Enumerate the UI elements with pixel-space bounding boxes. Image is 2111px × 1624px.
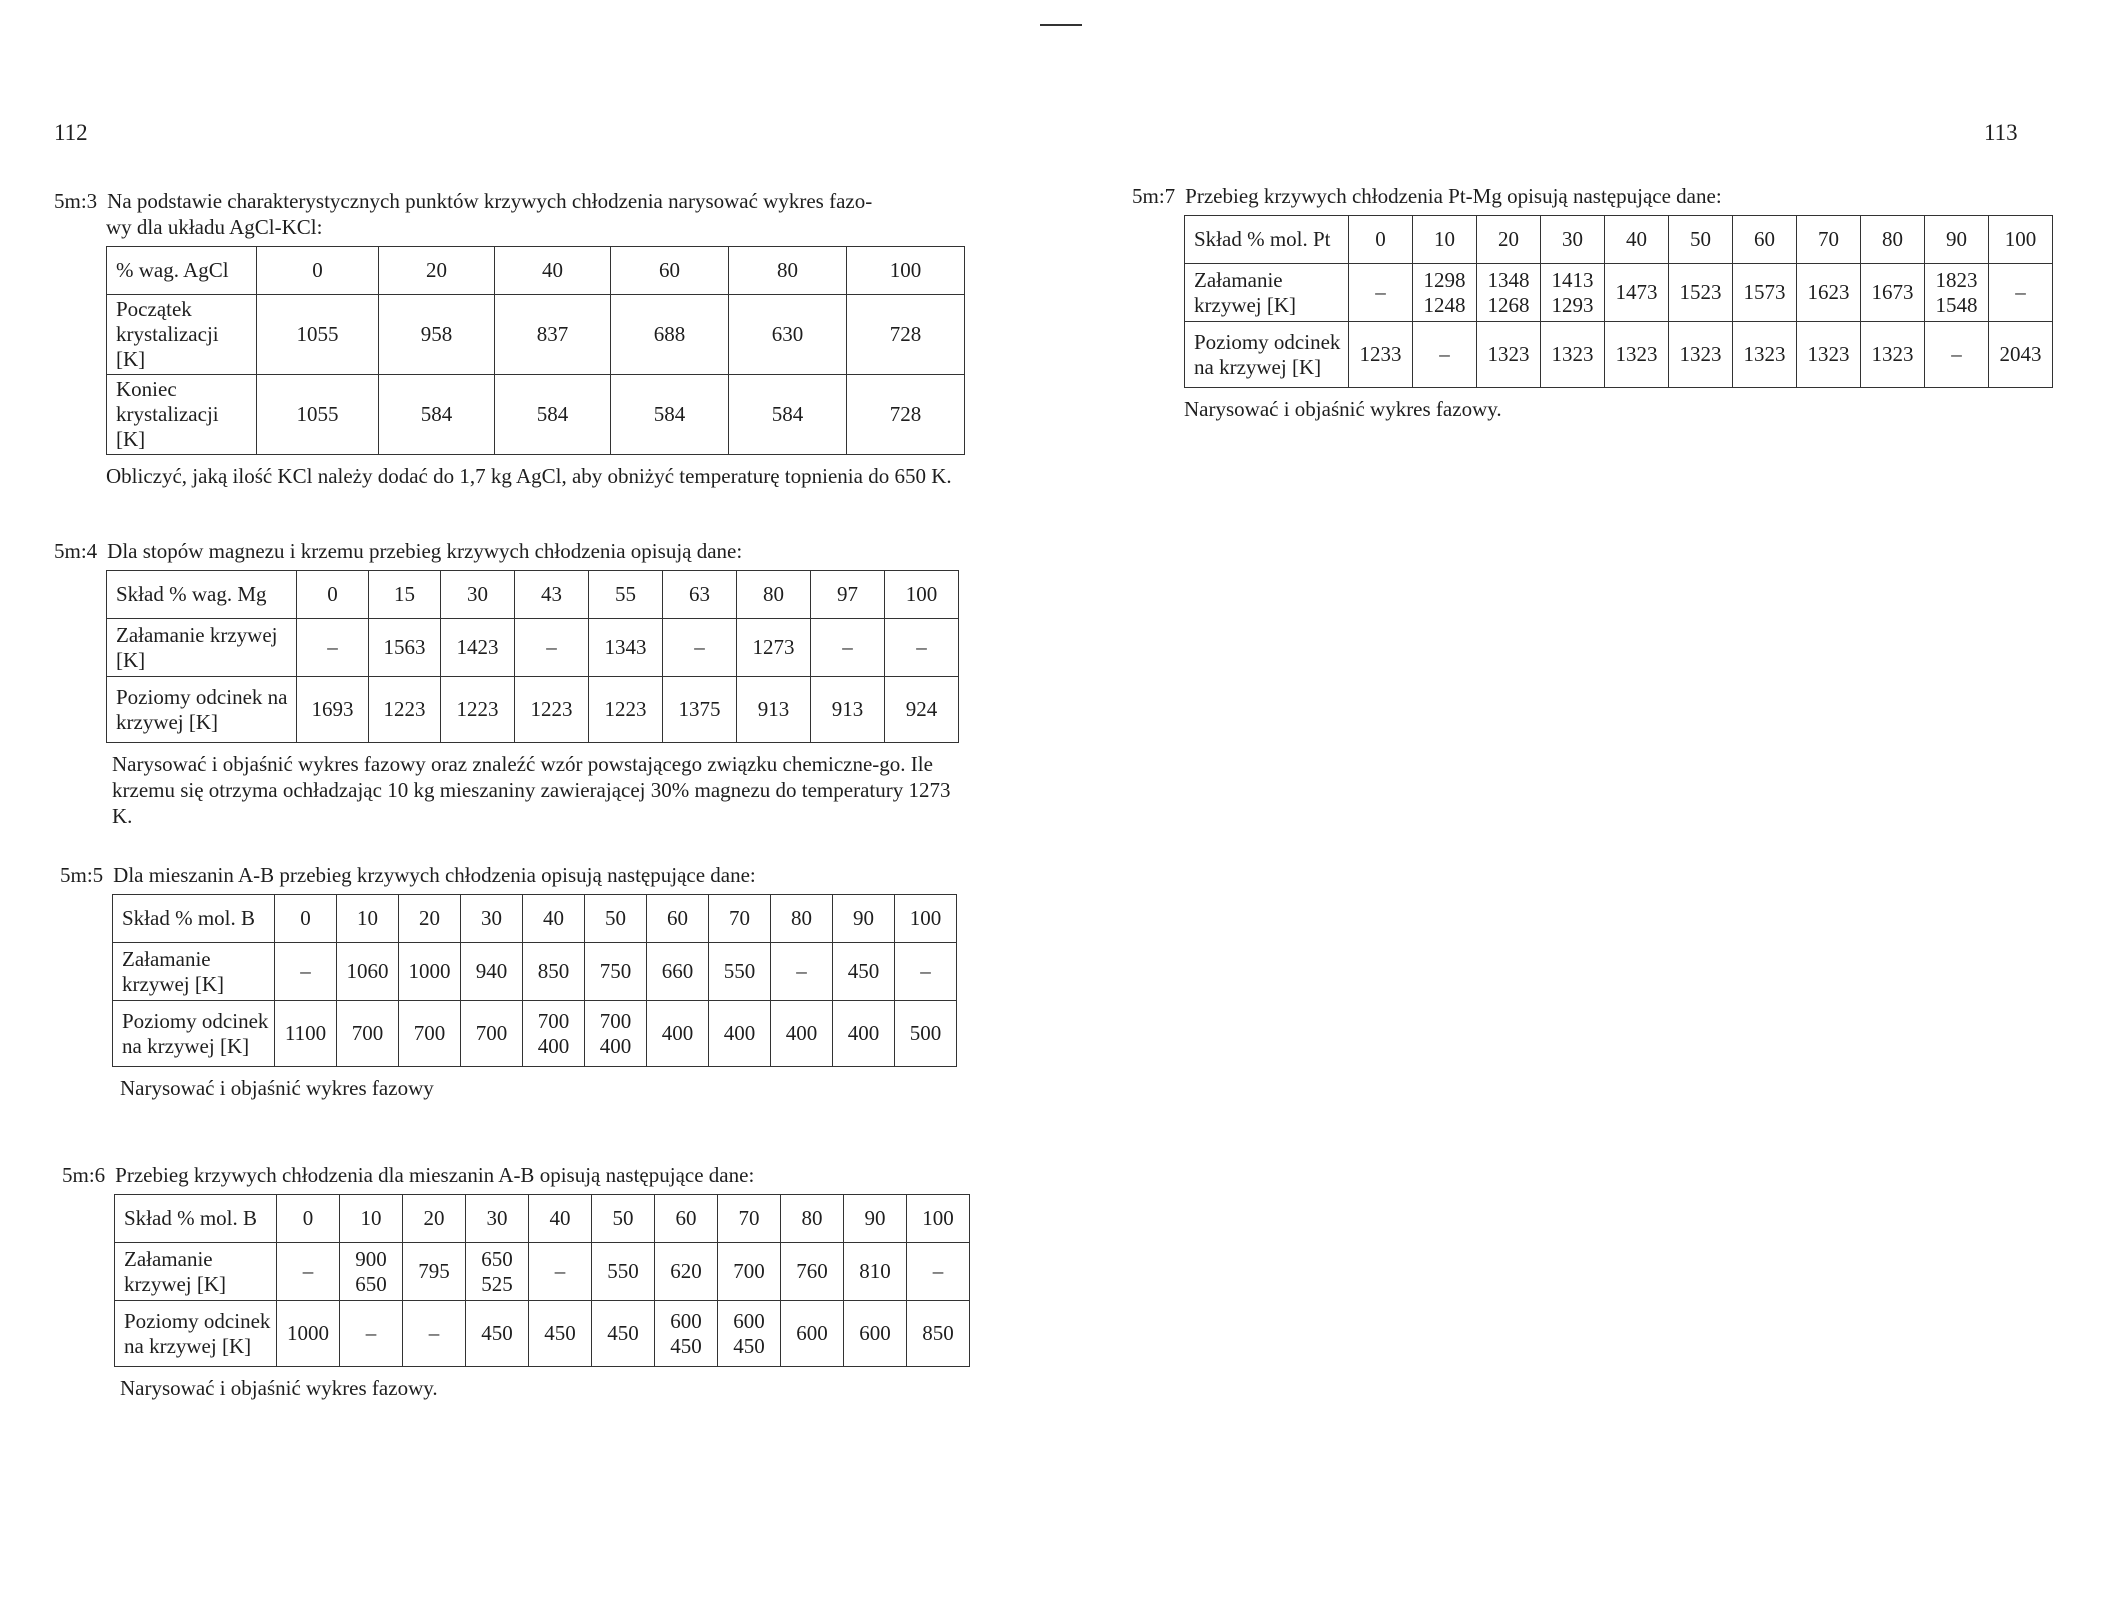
table-cell: 1323 [1797,322,1861,388]
page-number-left: 112 [54,120,88,145]
table-header-row [113,895,957,943]
table-cell: 700 400 [585,1001,647,1067]
table-cell: 50 [585,895,647,943]
table-row [1185,322,2053,388]
table-cell: 100 [907,1195,970,1243]
table-cell: 40 [529,1195,592,1243]
table-cell: 0 [1349,216,1413,264]
table-cell: 1223 [515,677,589,743]
table-cell: 1673 [1861,264,1925,322]
table-cell: – [885,619,959,677]
problem-text: Przebieg krzywych chłodzenia Pt-Mg opisują następujące dane: [1185,184,1722,208]
table-cell: – [663,619,737,677]
table-cell: 60 [611,247,729,295]
table-cell: 700 [461,1001,523,1067]
table-cell: 10 [1413,216,1477,264]
table-cell: 1323 [1861,322,1925,388]
table-cell: 90 [844,1195,907,1243]
table-cell: – [275,943,337,1001]
table-cell: 1343 [589,619,663,677]
table-cell: 584 [495,375,611,455]
table-cell: 913 [811,677,885,743]
table-cell: 584 [379,375,495,455]
table-cell: 1323 [1541,322,1605,388]
table-cell: 0 [257,247,379,295]
left-page [0,0,1000,1624]
problem-text: Na podstawie charakterystycznych punktów krzywych chłodzenia narysować wykres fazo- [107,189,873,213]
scan-mark [1040,24,1082,26]
table-header-row [1185,216,2053,264]
problem-text-cont: wy dla układu AgCl-KCl: [106,215,323,239]
table-cell: 70 [718,1195,781,1243]
table-cell: 100 [895,895,957,943]
table-cell: 600 [844,1301,907,1367]
table-cell: 20 [399,895,461,943]
table-cell: 913 [737,677,811,743]
table-cell: 0 [277,1195,340,1243]
table-cell: 450 [529,1301,592,1367]
table-cell: 97 [811,571,885,619]
problem-5m6 [62,1162,982,1401]
data-table [106,570,959,743]
data-table [1184,215,2053,388]
table-cell: 1233 [1349,322,1413,388]
table-cell: – [403,1301,466,1367]
table-cell: 550 [592,1243,655,1301]
table-cell: 100 [847,247,965,295]
table-cell: 810 [844,1243,907,1301]
table-cell: 20 [403,1195,466,1243]
table-cell: 1000 [399,943,461,1001]
table-cell: 550 [709,943,771,1001]
table-row [107,295,965,375]
table-cell: 760 [781,1243,844,1301]
problem-note: Narysować i objaśnić wykres fazowy [120,1076,434,1100]
table-cell: 1823 1548 [1925,264,1989,322]
table-cell: 70 [709,895,771,943]
table-cell: 50 [592,1195,655,1243]
table-cell: 0 [297,571,369,619]
table-cell: 0 [275,895,337,943]
table-cell: 450 [833,943,895,1001]
table-cell: 728 [847,375,965,455]
table-cell: 500 [895,1001,957,1067]
problem-5m5 [60,862,980,1101]
table-cell: 30 [441,571,515,619]
table-cell: 1375 [663,677,737,743]
table-cell: 850 [907,1301,970,1367]
table-cell: 700 [337,1001,399,1067]
table-row [115,1243,970,1301]
table-cell: 1563 [369,619,441,677]
table-cell: 620 [655,1243,718,1301]
table-cell: 60 [1733,216,1797,264]
table-cell: 100 [885,571,959,619]
table-cell: 1060 [337,943,399,1001]
table-cell: 80 [771,895,833,943]
problem-5m4 [54,538,974,829]
row-header-cell: Poziomy odcinek na krzywej [K] [113,1001,275,1067]
table-cell: 1055 [257,375,379,455]
table-cell: 750 [585,943,647,1001]
table-cell: 70 [1797,216,1861,264]
table-cell: 1100 [275,1001,337,1067]
table-cell: 1000 [277,1301,340,1367]
problem-id: 5m:3 [54,189,98,213]
table-cell: 15 [369,571,441,619]
table-cell: – [895,943,957,1001]
table-cell: 43 [515,571,589,619]
table-cell: 1693 [297,677,369,743]
table-cell: 1323 [1477,322,1541,388]
table-cell: 900 650 [340,1243,403,1301]
table-cell: 688 [611,295,729,375]
table-row [107,375,965,455]
table-cell: 924 [885,677,959,743]
table-cell: 30 [461,895,523,943]
table-cell: 584 [729,375,847,455]
problem-note: Narysować i objaśnić wykres fazowy oraz znaleźć wzór powstającego związku chemiczne-go. Ile krzemu się otrzyma ochładzając 10 kg mieszaniny zawierającej 30% magnezu do temperatury 1273 K. [112,752,951,828]
table-cell: 100 [1989,216,2053,264]
table-cell: 700 [399,1001,461,1067]
table-cell: – [515,619,589,677]
table-cell: 1298 1248 [1413,264,1477,322]
row-header-cell: Załamanie krzywej [K] [115,1243,277,1301]
table-cell: 795 [403,1243,466,1301]
table-cell: 700 400 [523,1001,585,1067]
table-row [107,619,959,677]
table-cell: 40 [523,895,585,943]
table-cell: 50 [1669,216,1733,264]
table-cell: 1223 [589,677,663,743]
row-header-cell: Załamanie krzywej [K] [107,619,297,677]
table-cell: 450 [592,1301,655,1367]
table-cell: 1423 [441,619,515,677]
table-cell: 660 [647,943,709,1001]
table-cell: 90 [1925,216,1989,264]
problem-note: Narysować i objaśnić wykres fazowy. [1184,397,1502,421]
row-header-cell: Poziomy odcinek na krzywej [K] [1185,322,1349,388]
row-header-cell: Poziomy odcinek na krzywej [K] [115,1301,277,1367]
problem-id: 5m:6 [62,1163,106,1187]
problem-id: 5m:7 [1132,184,1176,208]
table-cell: 1055 [257,295,379,375]
table-row [113,1001,957,1067]
table-cell: – [340,1301,403,1367]
table-cell: 10 [340,1195,403,1243]
table-cell: – [297,619,369,677]
row-header-cell: Załamanie krzywej [K] [1185,264,1349,322]
table-cell: – [907,1243,970,1301]
table-cell: 584 [611,375,729,455]
table-cell: 80 [1861,216,1925,264]
table-cell: 700 [718,1243,781,1301]
data-table [114,1194,970,1367]
row-header-cell: Załamanie krzywej [K] [113,943,275,1001]
table-cell: 940 [461,943,523,1001]
table-cell: 1223 [441,677,515,743]
table-cell: 1323 [1733,322,1797,388]
table-cell: – [529,1243,592,1301]
row-header-cell: Skład % mol. B [115,1195,277,1243]
table-cell: 400 [709,1001,771,1067]
table-cell: 80 [729,247,847,295]
table-cell: 600 [781,1301,844,1367]
table-cell: 1523 [1669,264,1733,322]
table-cell: 600 450 [655,1301,718,1367]
table-cell: 837 [495,295,611,375]
table-cell: – [277,1243,340,1301]
table-cell: 850 [523,943,585,1001]
table-row [1185,264,2053,322]
table-header-row [115,1195,970,1243]
problem-text: Dla stopów magnezu i krzemu przebieg krzywych chłodzenia opisują dane: [107,539,743,563]
table-cell: – [1413,322,1477,388]
row-header-cell: Skład % mol. Pt [1185,216,1349,264]
data-table [106,246,965,455]
table-cell: 400 [771,1001,833,1067]
table-cell: – [1925,322,1989,388]
table-cell: 80 [737,571,811,619]
right-page [1100,0,2111,1624]
table-cell: 728 [847,295,965,375]
table-cell: 1413 1293 [1541,264,1605,322]
table-row [107,677,959,743]
page-number-right: 113 [1984,120,2018,145]
problem-note: Obliczyć, jaką ilość KCl należy dodać do 1,7 kg AgCl, aby obniżyć temperaturę topnienia do 650 K. [106,464,952,488]
table-cell: 2043 [1989,322,2053,388]
problem-text: Dla mieszanin A-B przebieg krzywych chłodzenia opisują następujące dane: [113,863,756,887]
table-cell: 63 [663,571,737,619]
table-cell: – [1989,264,2053,322]
table-cell: 30 [1541,216,1605,264]
row-header-cell: Skład % mol. B [113,895,275,943]
table-cell: – [771,943,833,1001]
table-row [113,943,957,1001]
table-header-row [107,571,959,619]
table-cell: 60 [655,1195,718,1243]
table-cell: 1573 [1733,264,1797,322]
table-cell: 1273 [737,619,811,677]
table-cell: 1348 1268 [1477,264,1541,322]
table-cell: – [811,619,885,677]
problem-5m7 [1132,183,2092,422]
row-header-cell: % wag. AgCl [107,247,257,295]
table-cell: 400 [833,1001,895,1067]
problem-note: Narysować i objaśnić wykres fazowy. [120,1376,438,1400]
table-cell: 80 [781,1195,844,1243]
table-cell: 1623 [1797,264,1861,322]
row-header-cell: Początek krystalizacji [K] [107,295,257,375]
table-cell: 1223 [369,677,441,743]
table-cell: 40 [1605,216,1669,264]
row-header-cell: Skład % wag. Mg [107,571,297,619]
table-cell: 20 [379,247,495,295]
table-cell: 20 [1477,216,1541,264]
data-table [112,894,957,1067]
table-row [115,1301,970,1367]
table-cell: 400 [647,1001,709,1067]
table-cell: 40 [495,247,611,295]
problem-5m3 [54,188,974,489]
table-cell: 90 [833,895,895,943]
table-cell: – [1349,264,1413,322]
problem-id: 5m:5 [60,863,104,887]
table-cell: 10 [337,895,399,943]
table-cell: 1473 [1605,264,1669,322]
table-header-row [107,247,965,295]
table-cell: 55 [589,571,663,619]
table-cell: 958 [379,295,495,375]
table-cell: 630 [729,295,847,375]
table-cell: 450 [466,1301,529,1367]
table-cell: 650 525 [466,1243,529,1301]
table-cell: 60 [647,895,709,943]
table-cell: 1323 [1605,322,1669,388]
row-header-cell: Koniec krystalizacji [K] [107,375,257,455]
table-cell: 30 [466,1195,529,1243]
problem-text: Przebieg krzywych chłodzenia dla mieszanin A-B opisują następujące dane: [115,1163,755,1187]
problem-id: 5m:4 [54,539,98,563]
row-header-cell: Poziomy odcinek na krzywej [K] [107,677,297,743]
table-cell: 600 450 [718,1301,781,1367]
table-cell: 1323 [1669,322,1733,388]
